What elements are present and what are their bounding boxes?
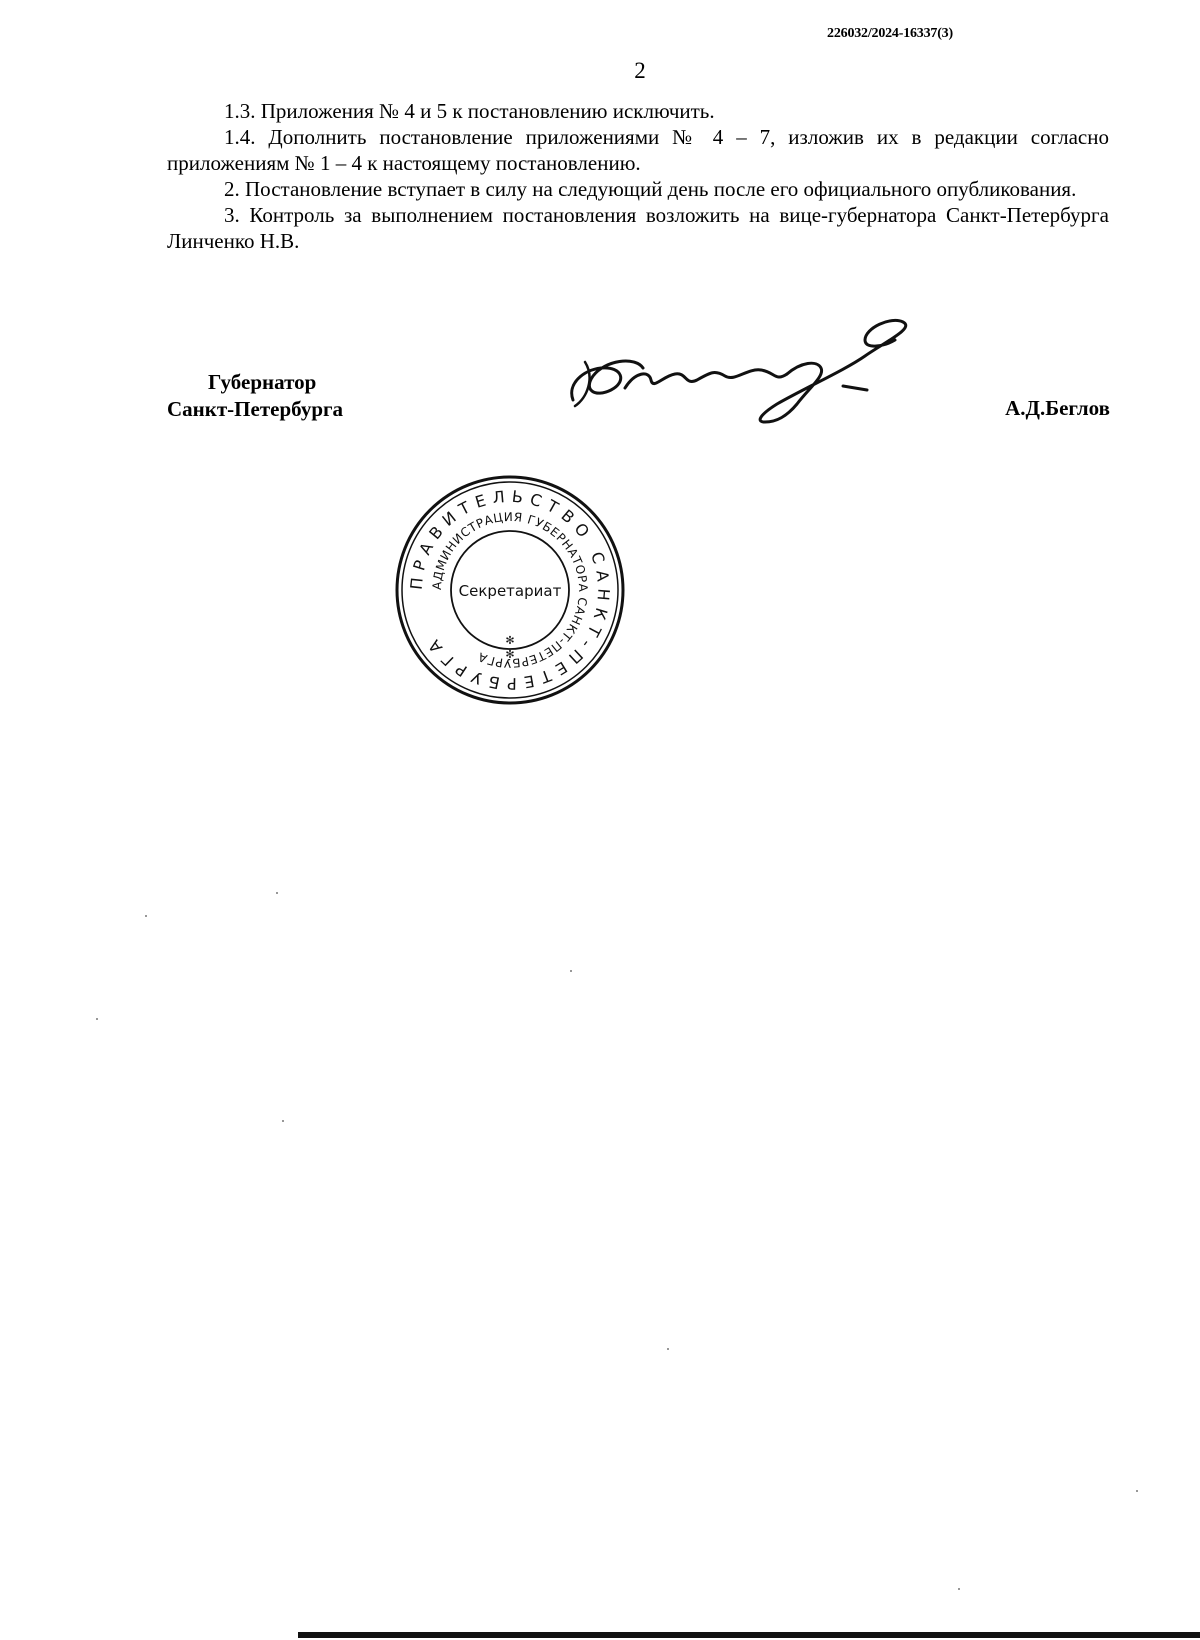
scan-speck <box>958 1588 960 1590</box>
paragraph-2: 2. Постановление вступает в силу на следующий день после его официального опубликования. <box>224 177 1077 201</box>
paragraph-1-4: 1.4. Дополнить постановление приложениями № 4 – 7, изложив их в редакции согласно приложениям № 1 – 4 к настоящему постановлению. <box>167 125 1109 175</box>
seal-outer-text: ПРАВИТЕЛЬСТВО САНКТ-ПЕТЕРБУРГА <box>406 486 614 694</box>
document-body <box>167 98 1109 254</box>
signatory-title <box>167 369 397 423</box>
signatory-title-line1: Губернатор <box>208 370 317 394</box>
document-number: 226032/2024-16337(3) <box>827 26 953 41</box>
handwritten-signature <box>565 318 925 428</box>
seal-star-icon: ✻ <box>505 634 515 647</box>
page-number: 2 <box>634 58 646 83</box>
paragraph-1-3: 1.3. Приложения № 4 и 5 к постановлению исключить. <box>224 99 715 123</box>
signatory-title-line2: Санкт-Петербурга <box>167 397 344 421</box>
scan-speck <box>276 892 278 894</box>
scan-speck <box>667 1348 669 1350</box>
seal-star-icon: ✻ <box>505 648 515 661</box>
scan-edge-line <box>298 1632 1200 1638</box>
scan-speck <box>282 1120 284 1122</box>
scan-speck <box>1136 1490 1138 1492</box>
official-seal <box>392 472 628 708</box>
scan-speck <box>96 1018 98 1020</box>
scan-speck <box>570 970 572 972</box>
seal-center-text: Секретариат <box>458 582 562 600</box>
scan-speck <box>145 915 147 917</box>
paragraph-3: 3. Контроль за выполнением постановления возложить на вице-губернатора Санкт-Петербурга Линченко Н.В. <box>167 203 1109 253</box>
seal-inner-text: АДМИНИСТРАЦИЯ ГУБЕРНАТОРА САНКТ-ПЕТЕРБУРГА <box>429 509 591 671</box>
signatory-name: А.Д.Беглов <box>1005 396 1110 420</box>
